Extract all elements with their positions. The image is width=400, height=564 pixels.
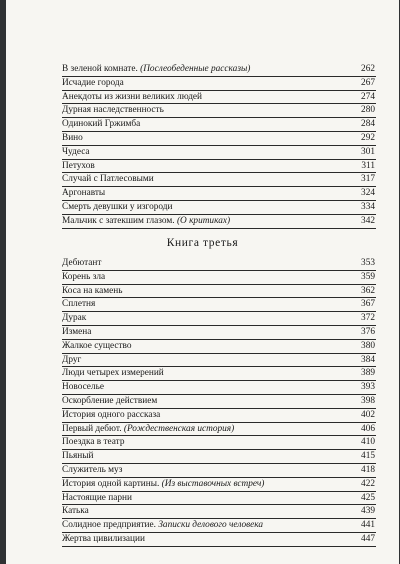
- toc-entry-title: [62, 271, 105, 284]
- toc-entry: [62, 215, 376, 229]
- toc-entry: [62, 173, 376, 187]
- toc-list-part-three: [62, 257, 376, 547]
- toc-entry-title: [62, 215, 230, 228]
- toc-entry-title: [62, 312, 86, 325]
- toc-entry-title: [62, 354, 81, 367]
- toc-entry: [62, 298, 376, 312]
- toc-entry: [62, 91, 376, 105]
- toc-entry: [62, 450, 376, 464]
- entry-title-text: Петухов: [62, 160, 95, 171]
- toc-page-number: 418: [361, 464, 375, 475]
- toc-entry: [62, 367, 376, 381]
- entry-title-text: Служитель муз: [62, 464, 123, 475]
- toc-entry-title: [62, 450, 93, 463]
- entry-title-text: Коса на камень: [62, 285, 123, 296]
- toc-page-number: 342: [361, 215, 375, 226]
- toc-entry-title: [62, 91, 202, 104]
- toc-page-number: 380: [361, 340, 375, 351]
- toc-entry-title: [62, 326, 91, 339]
- toc-entry: [62, 326, 376, 340]
- toc-entry-title: [62, 478, 264, 491]
- toc-page-number: 402: [361, 409, 375, 420]
- entry-title-text: Анекдоты из жизни великих людей: [62, 91, 203, 102]
- toc-page-number: 353: [361, 258, 375, 268]
- toc-page-number: 280: [361, 105, 375, 116]
- toc-page-number: 415: [361, 451, 375, 462]
- entry-title-text: Жертва цивилизации: [62, 533, 145, 544]
- toc-page-number: 439: [361, 506, 375, 517]
- toc-entry: [62, 492, 376, 506]
- entry-subtitle: (Рождественская история): [123, 423, 235, 434]
- toc-entry-title: [62, 160, 95, 173]
- entry-title-text: Сплетня: [62, 299, 96, 310]
- entry-title-text: Мальчик с затекшим глазом.: [62, 215, 175, 226]
- entry-title-text: Настоящие парни: [62, 492, 132, 503]
- toc-entry-title: [62, 533, 145, 546]
- toc-entry-title: [62, 409, 160, 422]
- toc-page-number: 447: [361, 533, 375, 544]
- entry-title-text: Одинокий Гржимба: [62, 119, 141, 130]
- toc-page-number: 334: [361, 201, 375, 212]
- entry-title-text: Жалкое существо: [62, 340, 132, 351]
- toc-entry: [62, 160, 376, 174]
- toc-entry: [62, 381, 376, 395]
- toc-entry-title: [62, 505, 89, 518]
- toc-entry-title: [62, 118, 140, 131]
- entry-title-text: История одной картины.: [62, 478, 160, 489]
- toc-entry: [62, 146, 376, 160]
- part-title: Книга третья: [166, 237, 239, 249]
- toc-page-number: 422: [361, 478, 375, 489]
- toc-entry: [62, 271, 376, 285]
- toc-page-number: 267: [361, 77, 375, 88]
- entry-title-text: Люди четырех измерений: [62, 368, 164, 379]
- toc-page-number: 384: [361, 354, 375, 365]
- toc-entry-title: [62, 395, 157, 408]
- toc-page-number: 398: [361, 395, 375, 406]
- entry-subtitle: (О критиках): [176, 215, 231, 226]
- toc-page-number: 367: [361, 299, 375, 310]
- entry-title-text: Поездка в театр: [62, 437, 125, 448]
- toc-entry-title: [62, 63, 250, 76]
- toc-page-number: 372: [361, 313, 375, 324]
- toc-entry: [62, 505, 376, 519]
- toc-entry: [62, 132, 376, 146]
- toc-entry-title: [62, 464, 122, 477]
- toc-page-number: 393: [361, 382, 375, 393]
- entry-title-text: Новоселье: [62, 382, 104, 393]
- toc-entry-title: [62, 340, 132, 353]
- toc-entry-title: [62, 436, 125, 449]
- entry-title-text: Дебютант: [62, 258, 102, 268]
- entry-title-text: Дурак: [62, 313, 87, 324]
- toc-page-number: 362: [361, 285, 375, 296]
- toc-entry: [62, 187, 376, 201]
- entry-title-text: Солидное предприятие.: [62, 520, 156, 531]
- toc-entry: [62, 409, 376, 423]
- toc-entry-title: [62, 104, 164, 117]
- toc-entry: [62, 436, 376, 450]
- toc-page-number: 311: [361, 160, 375, 171]
- entry-title-text: История одного рассказа: [62, 409, 161, 420]
- toc-entry-title: [62, 298, 95, 311]
- toc-list-part-two: [62, 63, 376, 229]
- toc-entry: [62, 118, 376, 132]
- toc-entry-title: [62, 285, 122, 298]
- entry-subtitle: (Из выставочных встреч): [161, 478, 265, 489]
- entry-title-text: Случай с Патлесовыми: [62, 174, 154, 185]
- entry-title-text: Смерть девушки у изгороди: [62, 201, 173, 212]
- entry-title-text: Пьяный: [62, 451, 94, 462]
- toc-entry-title: [62, 132, 83, 145]
- toc-page-number: 274: [361, 91, 375, 102]
- toc-entry: [62, 519, 376, 533]
- toc-entry: [62, 63, 376, 77]
- book-page: [6, 0, 399, 564]
- toc-page-number: 359: [361, 271, 375, 282]
- entry-title-text: Аргонавты: [62, 188, 106, 199]
- entry-subtitle: Записки делового человека: [158, 520, 264, 531]
- toc-page-number: 301: [361, 146, 375, 157]
- toc-entry: [62, 257, 376, 271]
- toc-entry: [62, 77, 376, 91]
- entry-title-text: Друг: [62, 354, 82, 365]
- toc-page-number: 425: [361, 492, 375, 503]
- toc-entry: [62, 201, 376, 215]
- toc-entry-title: [62, 492, 132, 505]
- entry-title-text: Чудеса: [62, 146, 90, 157]
- toc-page-number: 262: [361, 64, 375, 74]
- toc-entry: [62, 395, 376, 409]
- toc-page-number: 376: [361, 326, 375, 337]
- toc-entry-title: [62, 367, 164, 380]
- entry-title-text: Вино: [62, 132, 83, 143]
- toc-entry-title: [62, 381, 104, 394]
- toc-page-number: 324: [361, 188, 375, 199]
- entry-subtitle: (Послеобеденные рассказы): [140, 64, 251, 74]
- toc-entry-title: [62, 173, 154, 186]
- entry-title-text: Оскорбление действием: [62, 395, 158, 406]
- toc-page-number: 389: [361, 368, 375, 379]
- toc-page-number: 317: [361, 174, 375, 185]
- toc-page-number: 284: [361, 119, 375, 130]
- toc-entry: [62, 464, 376, 478]
- toc-entry: [62, 285, 376, 299]
- toc-page-number: 292: [361, 132, 375, 143]
- toc-entry: [62, 312, 376, 326]
- toc-entry-title: [62, 257, 101, 270]
- toc-page-number: 441: [361, 520, 375, 531]
- toc-entry: [62, 340, 376, 354]
- entry-title-text: Измена: [62, 326, 92, 337]
- entry-title-text: Дурная наследственность: [62, 105, 164, 116]
- entry-title-text: Корень зла: [62, 271, 106, 282]
- toc-entry-title: [62, 77, 124, 90]
- toc-entry-title: [62, 519, 263, 532]
- toc-entry-title: [62, 187, 105, 200]
- toc-entry: [62, 478, 376, 492]
- entry-title-text: Первый дебют.: [62, 423, 122, 434]
- toc-entry-title: [62, 423, 234, 436]
- entry-title-text: Катька: [62, 506, 89, 517]
- toc-page-number: 410: [361, 437, 375, 448]
- toc-entry-title: [62, 201, 173, 214]
- toc-entry: [62, 533, 376, 547]
- toc-entry-title: [62, 146, 90, 159]
- toc-entry: [62, 354, 376, 368]
- toc-entry: [62, 423, 376, 437]
- toc-entry: [62, 104, 376, 118]
- entry-title-text: В зеленой комнате.: [62, 64, 138, 74]
- toc-page-number: 406: [361, 423, 375, 434]
- entry-title-text: Исчадие города: [62, 77, 124, 88]
